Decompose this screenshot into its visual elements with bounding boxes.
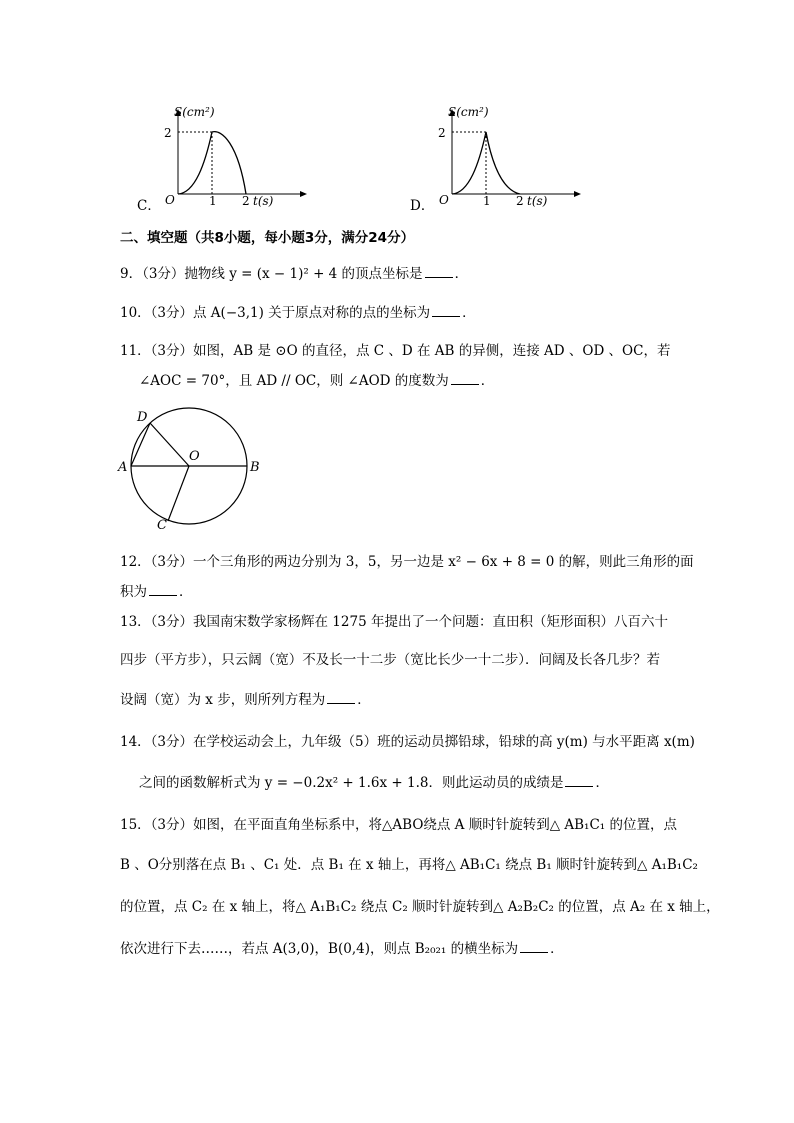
answer-blank bbox=[432, 304, 460, 317]
question-14-text: 之间的函数解析式为 y = −0.2x² + 1.6x + 1.8．则此运动员的成绩是 bbox=[139, 775, 564, 791]
question-13-line1: 13．（3分）我国南宋数学家杨辉在 1275 年提出了一个问题：直田积（矩形面积）八百六十 bbox=[120, 614, 668, 630]
question-15-line1: 15．（3分）如图，在平面直角坐标系中，将△ABO绕点 A 顺时针旋转到△ AB₁C₁ 的位置，点 bbox=[120, 817, 678, 833]
answer-blank bbox=[425, 265, 453, 278]
option-c-xtick1: 1 bbox=[209, 194, 217, 208]
option-c-graph bbox=[160, 104, 310, 208]
question-10-text: 10．（3分）点 A(−3,1) 关于原点对称的点的坐标为 bbox=[120, 305, 431, 321]
label-o: O bbox=[189, 449, 200, 464]
answer-blank bbox=[451, 372, 479, 385]
section-title: 二、填空题（共8小题，每小题3分，满分24分） bbox=[120, 230, 415, 246]
label-a: A bbox=[118, 460, 128, 475]
question-15-line2: B 、O分别落在点 B₁ 、C₁ 处．点 B₁ 在 x 轴上，再将△ AB₁C₁ 绕点 B₁ 顺时针旋转到△ A₁B₁C₂ bbox=[120, 857, 698, 873]
question-13-line2: 四步（平方步），只云阔（宽）不及长一十二步（宽比长少一十二步）．问阔及长各几步？若 bbox=[120, 652, 660, 668]
question-9: 9．（3分）抛物线 y = (x − 1)² + 4 的顶点坐标是 ． bbox=[120, 266, 469, 282]
option-d-xtick1: 1 bbox=[483, 194, 491, 208]
question-11-line2: ∠AOC = 70°，且 AD // OC，则 ∠AOD 的度数为 ． bbox=[139, 373, 495, 389]
option-c-xtick2: 2 bbox=[242, 194, 250, 208]
segment-oc bbox=[168, 466, 189, 521]
answer-blank bbox=[149, 583, 177, 596]
option-c-ytick: 2 bbox=[164, 126, 172, 140]
question-12-line1: 12．（3分）一个三角形的两边分别为 3，5，另一边是 x² − 6x + 8 = 0 的解，则此三角形的面 bbox=[120, 554, 694, 570]
option-c-ylabel: S(cm²) bbox=[174, 105, 215, 119]
label-b: B bbox=[250, 460, 260, 475]
answer-blank bbox=[520, 940, 548, 953]
answer-blank bbox=[565, 774, 593, 787]
question-11-line1: 11．（3分）如图，AB 是 ⊙O 的直径，点 C 、D 在 AB 的异侧，连接 AD 、OD 、OC，若 bbox=[120, 343, 671, 359]
question-10: 10．（3分）点 A(−3,1) 关于原点对称的点的坐标为 ． bbox=[120, 305, 476, 321]
option-d-ytick: 2 bbox=[438, 126, 446, 140]
option-d-origin: O bbox=[439, 193, 449, 207]
answer-blank bbox=[327, 691, 355, 704]
question-13-text: 设阔（宽）为 x 步，则所列方程为 bbox=[120, 692, 326, 708]
option-d-label: D． bbox=[410, 198, 435, 214]
question-15-line3: 的位置，点 C₂ 在 x 轴上，将△ A₁B₁C₂ 绕点 C₂ 顺时针旋转到△ A₂B₂C₂ 的位置，点 A₂ 在 x 轴上， bbox=[120, 899, 720, 915]
label-c: C bbox=[157, 518, 167, 533]
segment-ad bbox=[131, 423, 150, 466]
label-d: D bbox=[137, 410, 148, 425]
question-14-line1: 14．（3分）在学校运动会上，九年级（5）班的运动员掷铅球，铅球的高 y(m) 与水平距离 x(m) bbox=[120, 734, 695, 750]
option-d-graph bbox=[434, 104, 584, 208]
question-14-line2: 之间的函数解析式为 y = −0.2x² + 1.6x + 1.8．则此运动员的成绩是 ． bbox=[139, 775, 609, 791]
option-c-origin: O bbox=[165, 193, 175, 207]
circle-figure bbox=[116, 405, 276, 533]
question-13-line3: 设阔（宽）为 x 步，则所列方程为 ． bbox=[120, 692, 371, 708]
option-c-label: C． bbox=[137, 198, 161, 214]
question-15-text: 依次进行下去……，若点 A(3,0)，B(0,4)，则点 B₂₀₂₁ 的横坐标为 bbox=[120, 941, 519, 957]
question-12-text: 积为 bbox=[120, 584, 147, 600]
question-9-text: 9．（3分）抛物线 y = (x − 1)² + 4 的顶点坐标是 bbox=[120, 266, 423, 282]
question-15-line4: 依次进行下去……，若点 A(3,0)，B(0,4)，则点 B₂₀₂₁ 的横坐标为 ． bbox=[120, 941, 564, 957]
option-d-xtick2: 2 bbox=[516, 194, 524, 208]
question-12-line2: 积为 ． bbox=[120, 584, 193, 600]
question-11-text: ∠AOC = 70°，且 AD // OC，则 ∠AOD 的度数为 bbox=[139, 373, 449, 389]
option-d-xlabel: t(s) bbox=[527, 194, 548, 208]
segment-od bbox=[150, 423, 189, 466]
option-d-ylabel: S(cm²) bbox=[448, 105, 489, 119]
option-c-xlabel: t(s) bbox=[253, 194, 274, 208]
